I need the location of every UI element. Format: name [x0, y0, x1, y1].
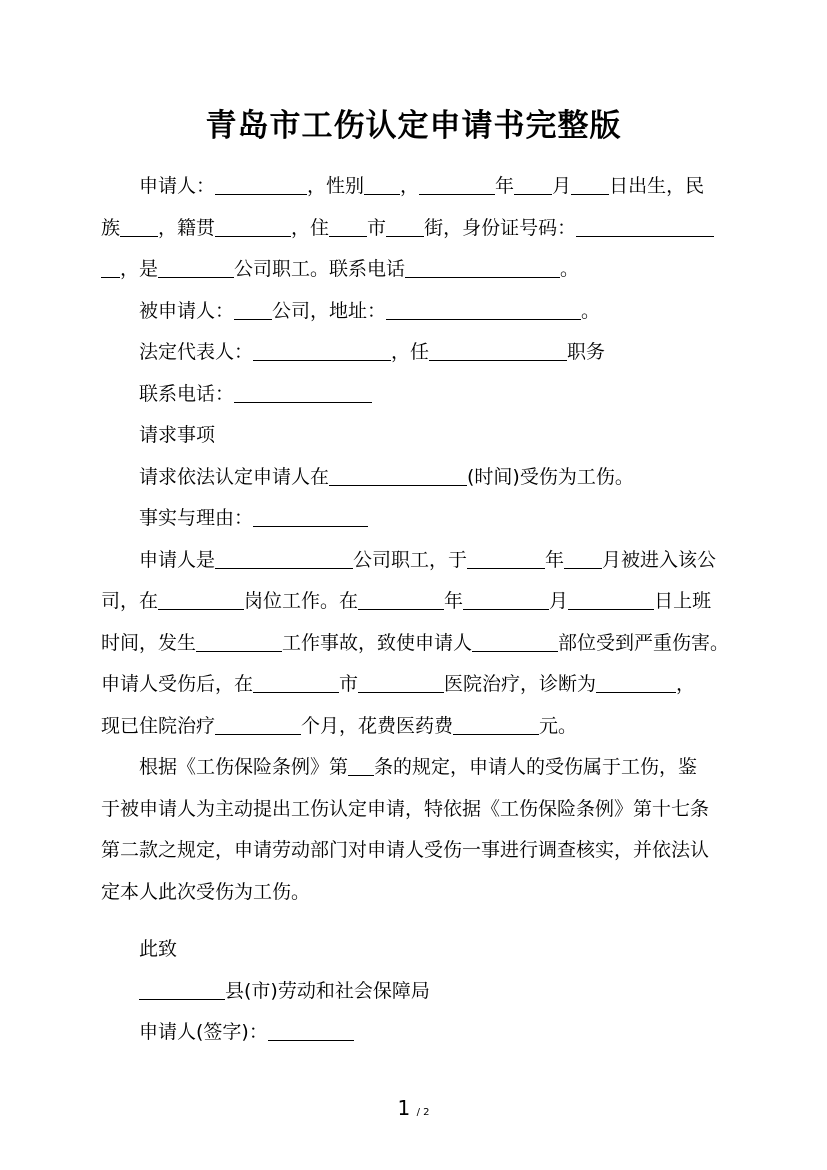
contact-phone-label: 联系电话：: [139, 382, 235, 405]
body-part-blank[interactable]: [472, 631, 558, 652]
facts-text: 司，在: [101, 590, 159, 612]
hospital-blank[interactable]: [358, 672, 444, 693]
legal-rep-line: [101, 332, 731, 374]
year-label: 年: [444, 590, 464, 612]
position-prefix: ，任: [391, 341, 430, 363]
facts-text: 医院治疗，诊断为: [444, 673, 597, 695]
post-blank[interactable]: [158, 589, 244, 610]
city-label: 市: [367, 216, 387, 239]
facts-text: 岗位工作。在: [244, 590, 359, 612]
facts-text: 元。: [539, 714, 578, 737]
article-number-blank[interactable]: [348, 755, 374, 776]
facts-text: 个月，花费医药费: [301, 714, 454, 737]
applicant-phone-blank[interactable]: [405, 257, 560, 278]
legal-rep-label: 法定代表人：: [139, 341, 254, 363]
facts-line-2: [101, 581, 731, 623]
facts-line-5: [101, 706, 731, 748]
facts-label: 事实与理由：: [139, 507, 254, 529]
id-number-blank-cont[interactable]: [101, 257, 120, 278]
month-label: 月: [549, 590, 569, 612]
accident-day-blank[interactable]: [568, 589, 654, 610]
diagnosis-blank[interactable]: [596, 672, 676, 693]
facts-text: 现已住院治疗: [101, 714, 216, 737]
period: 。: [560, 258, 580, 280]
gender-label: ，性别: [307, 175, 365, 197]
basis-line-2: 于被申请人为主动提出工伤认定申请，特依据《工伤保险条例》第十七条: [101, 797, 710, 820]
gender-blank[interactable]: [364, 174, 400, 195]
respondent-label: 被申请人：: [139, 299, 235, 322]
birth-month-blank[interactable]: [514, 174, 552, 195]
residence-street-blank[interactable]: [386, 216, 424, 237]
hospital-months-blank[interactable]: [215, 714, 301, 735]
salutation: 此致: [139, 938, 178, 960]
applicant-name-blank[interactable]: [215, 174, 307, 195]
employee-phone-label: 公司职工。联系电话: [234, 258, 406, 280]
residence-label: ，住: [291, 216, 330, 239]
accident-month-blank[interactable]: [463, 589, 549, 610]
entry-year-blank[interactable]: [467, 548, 545, 569]
hospital-city-blank[interactable]: [253, 672, 339, 693]
birth-suffix: 日出生，民: [609, 175, 705, 197]
comma: ，: [400, 175, 420, 197]
legal-rep-blank[interactable]: [253, 340, 391, 361]
position-blank[interactable]: [429, 340, 567, 361]
employer-blank[interactable]: [158, 257, 234, 278]
facts-line-3: [101, 623, 731, 665]
position-suffix: 职务: [567, 341, 606, 363]
medical-cost-blank[interactable]: [453, 714, 539, 735]
facts-text: 申请人受伤后，在: [101, 673, 254, 695]
company-address-label: 公司，地址：: [272, 299, 387, 322]
request-line: [101, 457, 731, 499]
respondent-address-blank[interactable]: [386, 299, 581, 320]
signature-line: [101, 1012, 731, 1054]
bureau-line: [101, 971, 731, 1013]
basis-line-1: [101, 747, 731, 789]
birth-day-blank[interactable]: [571, 174, 609, 195]
native-place-blank[interactable]: [215, 216, 291, 237]
period: 。: [581, 299, 601, 322]
respondent-company-blank[interactable]: [234, 299, 272, 320]
facts-line-1: [101, 540, 731, 582]
facts-text: 日上班: [654, 590, 712, 612]
facts-blank[interactable]: [253, 506, 368, 527]
year-label: 年: [495, 175, 515, 197]
company-blank[interactable]: [215, 548, 353, 569]
applicant-line-2: [101, 208, 731, 250]
document-body: [101, 166, 731, 1054]
injury-time-blank[interactable]: [329, 465, 467, 486]
request-prefix: 请求依法认定申请人在: [139, 465, 330, 488]
page-total: / 2: [416, 1107, 430, 1118]
facts-line-4: [101, 664, 731, 706]
comma: ，: [676, 673, 696, 695]
applicant-line-3: [101, 249, 731, 291]
year-label: 年: [545, 548, 565, 571]
applicant-line-1: [101, 166, 731, 208]
respondent-line: [101, 291, 731, 333]
county-blank[interactable]: [139, 979, 225, 1000]
applicant-label: 申请人：: [139, 175, 216, 197]
basis-line-4: 定本人此次受伤为工伤。: [101, 880, 311, 903]
basis-text: 条的规定，申请人的受伤属于工伤，鉴: [374, 756, 698, 778]
residence-city-blank[interactable]: [329, 216, 367, 237]
facts-text: 工作事故，致使申请人: [282, 631, 473, 654]
page-current: 1: [397, 1096, 411, 1120]
facts-text: 部位受到严重伤害。: [558, 631, 730, 654]
spacer: [101, 913, 731, 929]
contact-phone-line: [101, 374, 731, 416]
accident-blank[interactable]: [196, 631, 282, 652]
basis-line-3: 第二款之规定，申请劳动部门对申请人受伤一事进行调查核实，并依法认: [101, 839, 710, 861]
ethnic-label: 族: [101, 216, 121, 239]
bureau-label: 县(市)劳动和社会保障局: [225, 979, 430, 1002]
city-label: 市: [339, 673, 359, 695]
basis-text: 根据《工伤保险条例》第: [139, 756, 349, 778]
page-number: [0, 1094, 827, 1127]
birth-year-blank[interactable]: [419, 174, 495, 195]
ethnic-blank[interactable]: [120, 216, 158, 237]
native-place-label: ，籍贯: [158, 216, 216, 239]
facts-label-line: [101, 498, 731, 540]
facts-text: 公司职工，于: [353, 548, 468, 571]
entry-month-blank[interactable]: [564, 548, 602, 569]
facts-text: 时间，发生: [101, 631, 197, 654]
document-title: 青岛市工伤认定申请书完整版: [205, 108, 622, 144]
signature-label: 申请人(签字)：: [139, 1021, 268, 1043]
request-heading: 请求事项: [139, 424, 216, 446]
contact-phone-blank[interactable]: [234, 382, 372, 403]
signature-blank[interactable]: [268, 1020, 354, 1041]
request-suffix: (时间)受伤为工伤。: [467, 465, 634, 488]
id-number-label: 街，身份证号码：: [424, 216, 577, 239]
accident-year-blank[interactable]: [358, 589, 444, 610]
is-label: ，是: [120, 258, 159, 280]
id-number-blank[interactable]: [576, 216, 714, 237]
month-label: 月: [552, 175, 572, 197]
facts-text: 申请人是: [139, 548, 216, 571]
facts-text: 月被进入该公: [602, 548, 717, 571]
